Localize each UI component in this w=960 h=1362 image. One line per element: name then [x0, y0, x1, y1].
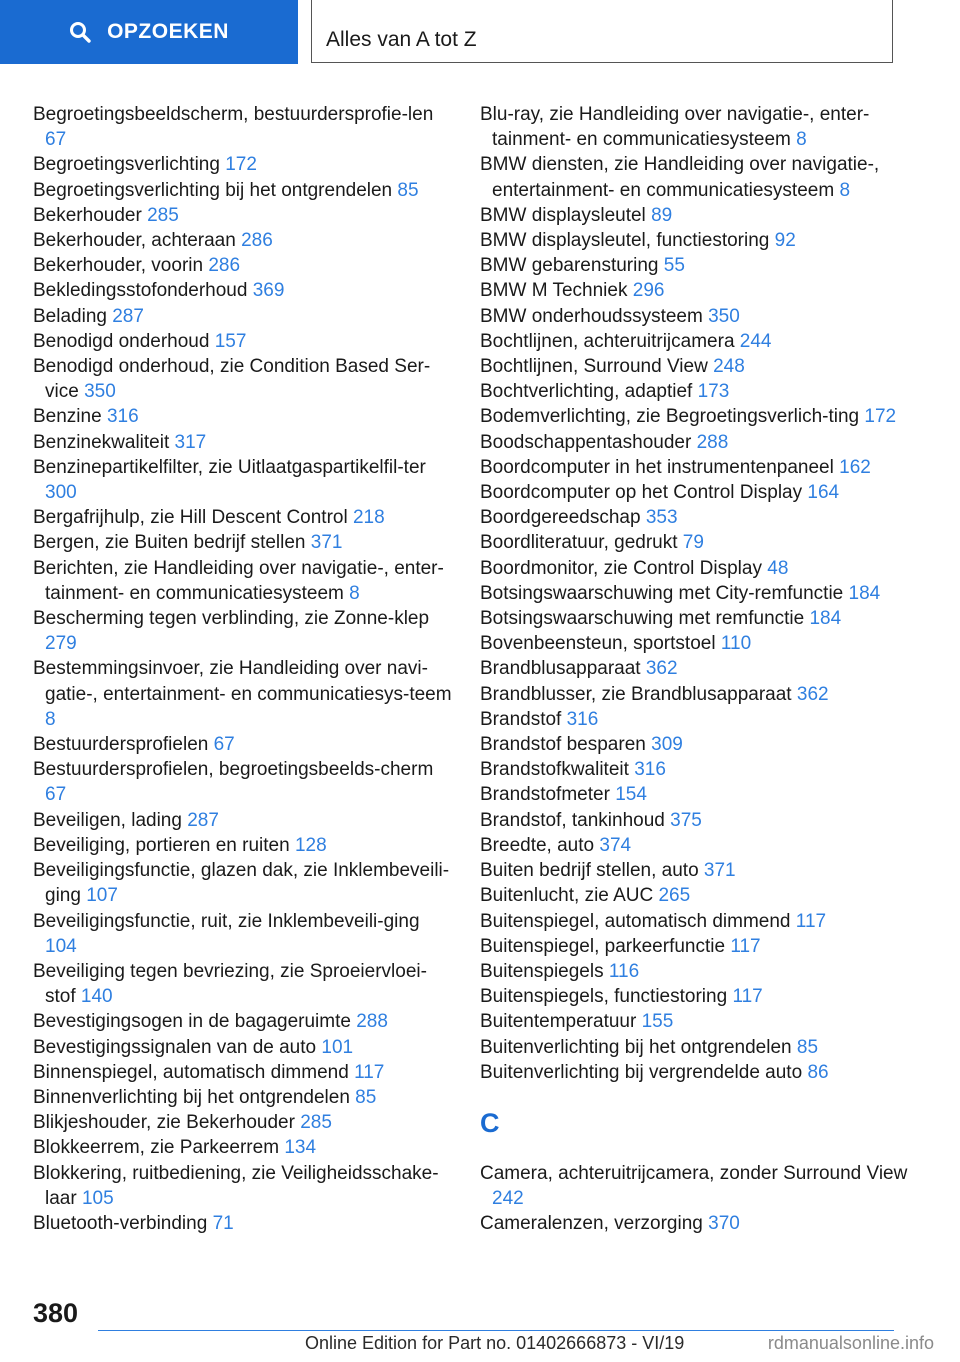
entry-term: Botsingswaarschuwing met City-remfunctie	[480, 582, 844, 604]
entry-term: Boordliteratuur, gedrukt	[480, 532, 678, 554]
entry-term: Begroetingsverlichting bij het ontgrendelen	[33, 179, 393, 201]
index-entry	[480, 883, 910, 908]
page-link[interactable]: 157	[214, 330, 247, 352]
entry-term: Beveiligen, lading	[33, 809, 182, 831]
page-link[interactable]: 287	[187, 809, 219, 831]
section-header	[311, 0, 893, 63]
entry-term: Bekledingsstofonderhoud	[33, 280, 248, 302]
index-entry	[33, 757, 453, 807]
index-entry	[33, 858, 453, 908]
page-link[interactable]: 285	[147, 204, 179, 226]
page-link[interactable]: 92	[774, 230, 796, 252]
page-link[interactable]: 317	[174, 431, 207, 453]
page-link[interactable]: 300	[45, 482, 77, 504]
index-entry	[33, 178, 453, 203]
entry-term: Brandstofmeter	[480, 784, 610, 806]
entry-term: Brandblusser, zie Brandblusapparaat	[480, 683, 792, 705]
footer-edition: Online Edition for Part no. 01402666873 - VI/19	[305, 1333, 685, 1353]
entry-term: Begroetingsverlichting	[33, 154, 220, 176]
entry-term: BMW gebarensturing	[480, 255, 659, 277]
entry-term: Buitenspiegels, functiestoring	[480, 986, 728, 1008]
page-link[interactable]: 89	[651, 204, 673, 226]
index-entry	[33, 430, 453, 455]
entry-term: Buitenlucht, zie AUC	[480, 885, 654, 907]
index-entry	[33, 1211, 453, 1236]
entry-term: Bochtlijnen, Surround View	[480, 356, 708, 378]
index-entry	[33, 404, 453, 429]
page-link[interactable]: 316	[566, 708, 599, 730]
index-entry	[480, 480, 910, 505]
page-link[interactable]: 8	[45, 708, 56, 730]
entry-term: Buitentemperatuur	[480, 1011, 637, 1033]
page-link[interactable]: 353	[645, 507, 678, 529]
page-link[interactable]: 362	[645, 658, 678, 680]
entry-term: BMW diensten, zie Handleiding over navigatie-, entertainment- en communicatiesysteem	[480, 154, 880, 201]
index-entry	[480, 682, 910, 707]
page-number: 380	[33, 1298, 79, 1328]
entry-term: Buitenverlichting bij het ontgrendelen	[480, 1036, 792, 1058]
entry-term: Boodschappentashouder	[480, 431, 692, 453]
index-entry	[480, 1035, 910, 1060]
entry-term: Blu-ray, zie Handleiding over navigatie-, enter-tainment- en communicatiesysteem	[480, 104, 870, 151]
entry-term: Buiten bedrijf stellen, auto	[480, 860, 699, 882]
index-entry	[480, 228, 910, 253]
index-entry	[480, 782, 910, 807]
page-link[interactable]: 265	[658, 885, 691, 907]
index-entries-c	[480, 1161, 910, 1237]
entry-term: Bevestigingsogen in de bagageruimte	[33, 1011, 351, 1033]
page-link[interactable]: 285	[300, 1112, 332, 1134]
entry-term: Bergafrijhulp, zie Hill Descent Control	[33, 507, 348, 529]
page-link[interactable]: 316	[634, 759, 666, 781]
entry-term: Blokkeerrem, zie Parkeerrem	[33, 1137, 280, 1159]
index-entry	[480, 757, 910, 782]
page-link[interactable]: 375	[670, 809, 702, 831]
page-link[interactable]: 117	[730, 935, 761, 957]
index-entry	[480, 858, 910, 883]
entry-term: Brandstof besparen	[480, 734, 646, 756]
page-link[interactable]: 370	[708, 1213, 740, 1235]
index-entry	[480, 278, 910, 303]
page-link[interactable]: 154	[615, 784, 647, 806]
index-entry	[33, 1035, 453, 1060]
page-link[interactable]: 101	[321, 1036, 354, 1058]
index-entry	[480, 1161, 910, 1211]
page-link[interactable]: 172	[864, 406, 897, 428]
index-entry	[480, 732, 910, 757]
entry-term: Bekerhouder	[33, 204, 142, 226]
page-link[interactable]: 286	[208, 255, 241, 277]
search-tab[interactable]	[0, 0, 298, 64]
entry-term: Brandblusapparaat	[480, 658, 641, 680]
page-link[interactable]: 8	[839, 179, 851, 201]
entry-term: Bestuurdersprofielen	[33, 734, 209, 756]
entry-term: BMW displaysleutel	[480, 204, 646, 226]
entry-term: Brandstofkwaliteit	[480, 759, 629, 781]
entry-term: Buitenverlichting bij vergrendelde auto	[480, 1061, 803, 1083]
page-link[interactable]: 288	[696, 431, 729, 453]
entry-term: Belading	[33, 305, 107, 327]
entry-term: Bevestigingssignalen van de auto	[33, 1036, 317, 1058]
page-link[interactable]: 362	[796, 683, 829, 705]
page-link[interactable]: 296	[632, 280, 665, 302]
entry-term: Bestuurdersprofielen, begroetingsbeelds-cherm	[33, 759, 434, 781]
index-entry	[480, 203, 910, 228]
entry-term: Binnenspiegel, automatisch dimmend	[33, 1061, 349, 1083]
index-entry	[33, 556, 453, 606]
entry-term: BMW displaysleutel, functiestoring	[480, 230, 770, 252]
entry-term: Boordgereedschap	[480, 507, 641, 529]
index-entry	[33, 909, 453, 959]
search-tab-label: OPZOEKEN	[107, 20, 229, 43]
index-entry	[33, 1009, 453, 1034]
index-entry	[33, 253, 453, 278]
page-link[interactable]: 184	[848, 582, 881, 604]
page-link[interactable]: 67	[213, 734, 235, 756]
entry-term: Botsingswaarschuwing met remfunctie	[480, 608, 805, 630]
entry-term: Blokkering, ruitbediening, zie Veiligheidsschake-laar	[33, 1162, 439, 1209]
entry-term: Berichten, zie Handleiding over navigatie-, enter-tainment- en communicatiesysteem	[33, 557, 444, 604]
index-entry	[33, 1060, 453, 1085]
index-entry	[480, 329, 910, 354]
index-entry	[480, 909, 910, 934]
index-entry	[33, 304, 453, 329]
section-title: Alles van A tot Z	[326, 28, 477, 51]
entry-term: Camera, achteruitrijcamera, zonder Surround View	[480, 1162, 908, 1184]
entry-term: Beveiliging, portieren en ruiten	[33, 834, 290, 856]
page-link[interactable]: 218	[352, 507, 385, 529]
page-link[interactable]: 107	[86, 885, 118, 907]
entry-term: Boordmonitor, zie Control Display	[480, 557, 762, 579]
index-entry	[480, 631, 910, 656]
index-entry	[480, 581, 910, 606]
entry-term: Brandstof	[480, 708, 562, 730]
entry-term: Beveiliging tegen bevriezing, zie Sproeiervloei-stof	[33, 960, 427, 1008]
page-link[interactable]: 85	[397, 179, 419, 201]
page-link[interactable]: 71	[212, 1212, 234, 1234]
index-entry	[33, 455, 453, 505]
page-link[interactable]: 79	[682, 532, 704, 554]
page-link[interactable]: 8	[349, 582, 360, 604]
entry-term: Breedte, auto	[480, 834, 595, 856]
index-entry	[33, 329, 453, 354]
page-link[interactable]: 134	[284, 1137, 317, 1159]
page-link[interactable]: 8	[796, 129, 807, 151]
index-entry	[33, 354, 453, 404]
index-entry	[33, 203, 453, 228]
index-column-right	[480, 102, 910, 1237]
footer-watermark: rdmanualsonline.info	[767, 1333, 934, 1353]
page-link[interactable]: 128	[294, 834, 327, 856]
index-entry	[480, 934, 910, 959]
page-link[interactable]: 164	[807, 482, 840, 504]
entry-term: Bochtverlichting, adaptief	[480, 381, 693, 403]
index-entry	[33, 1110, 453, 1135]
page-link[interactable]: 309	[651, 734, 683, 756]
entry-term: Bodemverlichting, zie Begroetingsverlich-ting	[480, 406, 860, 428]
index-entry	[33, 228, 453, 253]
entry-term: Benzinekwaliteit	[33, 431, 170, 453]
index-entry	[33, 278, 453, 303]
section-letter-c: C	[480, 1107, 500, 1138]
page-link[interactable]: 110	[720, 633, 752, 655]
index-entry	[480, 606, 910, 631]
page-link[interactable]: 248	[713, 356, 745, 378]
index-entry	[480, 984, 910, 1009]
entry-term: Bergen, zie Buiten bedrijf stellen	[33, 532, 306, 554]
index-entry	[480, 505, 910, 530]
page-link[interactable]: 85	[796, 1036, 819, 1058]
entry-term: BMW onderhoudssysteem	[480, 305, 703, 327]
entry-term: Boordcomputer in het instrumentenpaneel	[480, 456, 834, 478]
page-link[interactable]: 184	[809, 608, 842, 630]
index-entry	[33, 1135, 453, 1160]
page-link[interactable]: 86	[807, 1061, 829, 1083]
index-column-left	[33, 102, 453, 1236]
page-link[interactable]: 287	[112, 305, 144, 327]
index-entry	[33, 505, 453, 530]
entry-term: Benzinepartikelfilter, zie Uitlaatgaspartikelfil-ter	[33, 456, 426, 478]
entry-term: Bochtlijnen, achteruitrijcamera	[480, 330, 735, 352]
index-entry	[480, 253, 910, 278]
page-link[interactable]: 288	[356, 1011, 388, 1033]
index-entry	[33, 833, 453, 858]
page-link[interactable]: 67	[45, 129, 67, 151]
entry-term: Begroetingsbeeldscherm, bestuurdersprofie-len	[33, 104, 434, 125]
entry-term: Boordcomputer op het Control Display	[480, 482, 803, 504]
page-link[interactable]: 162	[839, 456, 871, 478]
entry-term: Blikjeshouder, zie Bekerhouder	[33, 1112, 295, 1134]
index-entry	[480, 304, 910, 329]
page-link[interactable]: 350	[84, 381, 116, 403]
index-entry	[33, 1161, 453, 1211]
index-entry	[480, 530, 910, 555]
page-link[interactable]: 140	[80, 986, 113, 1008]
page-link[interactable]: 371	[703, 860, 736, 882]
page-link[interactable]: 48	[767, 557, 789, 579]
entry-term: Brandstof, tankinhoud	[480, 809, 665, 831]
index-entry	[33, 732, 453, 757]
page-link[interactable]: 155	[641, 1011, 674, 1033]
page-link[interactable]: 55	[663, 255, 685, 277]
index-entry	[480, 833, 910, 858]
page-link[interactable]: 279	[45, 633, 77, 655]
index-entry	[33, 959, 453, 1009]
page-link[interactable]: 369	[252, 280, 285, 302]
index-entry	[33, 656, 453, 732]
index-entry	[480, 455, 910, 480]
entry-term: Cameralenzen, verzorging	[480, 1213, 703, 1235]
index-entry	[33, 102, 453, 152]
index-entry	[33, 530, 453, 555]
page-link[interactable]: 117	[354, 1061, 385, 1083]
entry-term: Bovenbeensteun, sportstoel	[480, 633, 716, 655]
page-link[interactable]: 172	[225, 154, 257, 176]
index-entry	[480, 1060, 910, 1085]
page-link[interactable]: 242	[492, 1188, 524, 1210]
entry-term: Bescherming tegen verblinding, zie Zonne-klep	[33, 608, 430, 630]
index-entry	[480, 707, 910, 732]
index-entry	[480, 959, 910, 984]
page-link[interactable]: 371	[310, 532, 343, 554]
entry-term: Bluetooth-verbinding	[33, 1212, 208, 1234]
page-link[interactable]: 85	[355, 1086, 377, 1108]
index-entry	[480, 808, 910, 833]
footer-divider	[98, 1330, 894, 1331]
entry-term: Benodigd onderhoud	[33, 330, 210, 352]
index-entry	[33, 606, 453, 656]
index-entry	[480, 656, 910, 681]
entry-term: Bekerhouder, achteraan	[33, 230, 236, 252]
page-link[interactable]: 117	[795, 910, 827, 932]
entry-term: Bestemmingsinvoer, zie Handleiding over navi-gatie-, entertainment- en communicatiesys-teem	[33, 658, 452, 705]
index-entry	[480, 1009, 910, 1034]
page-link[interactable]: 316	[106, 406, 139, 428]
page-link[interactable]: 374	[599, 834, 632, 856]
page-link[interactable]: 116	[608, 960, 640, 982]
entry-term: Benodigd onderhoud, zie Condition Based Ser-vice	[33, 356, 431, 403]
page-link[interactable]: 104	[45, 935, 77, 957]
index-entry	[480, 379, 910, 404]
entry-term: Beveiligingsfunctie, glazen dak, zie Inklembeveili-ging	[33, 860, 450, 907]
page-link[interactable]: 286	[241, 230, 273, 252]
entry-term: Benzine	[33, 406, 102, 428]
index-entry	[480, 404, 910, 429]
search-icon	[69, 21, 91, 43]
page-link[interactable]: 350	[708, 305, 740, 327]
page-link[interactable]: 173	[697, 381, 730, 403]
page-link[interactable]: 117	[732, 986, 763, 1008]
index-entries-b	[480, 102, 910, 1085]
index-entry	[33, 808, 453, 833]
entry-term: Bekerhouder, voorin	[33, 255, 204, 277]
index-entry	[480, 556, 910, 581]
page-link[interactable]: 67	[45, 784, 67, 806]
index-entry	[480, 152, 910, 202]
entry-term: Buitenspiegel, automatisch dimmend	[480, 910, 791, 932]
index-entry	[480, 102, 910, 152]
index-entry	[33, 152, 453, 177]
index-entry	[33, 1085, 453, 1110]
entry-term: BMW M Techniek	[480, 280, 628, 302]
entry-term: Binnenverlichting bij het ontgrendelen	[33, 1086, 350, 1108]
index-entry	[480, 430, 910, 455]
index-entry	[480, 354, 910, 379]
entry-term: Beveiligingsfunctie, ruit, zie Inklembeveili-ging	[33, 910, 420, 932]
page-link[interactable]: 105	[81, 1187, 114, 1209]
entry-term: Buitenspiegel, parkeerfunctie	[480, 935, 726, 957]
page-link[interactable]: 244	[739, 330, 772, 352]
entry-term: Buitenspiegels	[480, 960, 604, 982]
index-entry	[480, 1211, 910, 1236]
